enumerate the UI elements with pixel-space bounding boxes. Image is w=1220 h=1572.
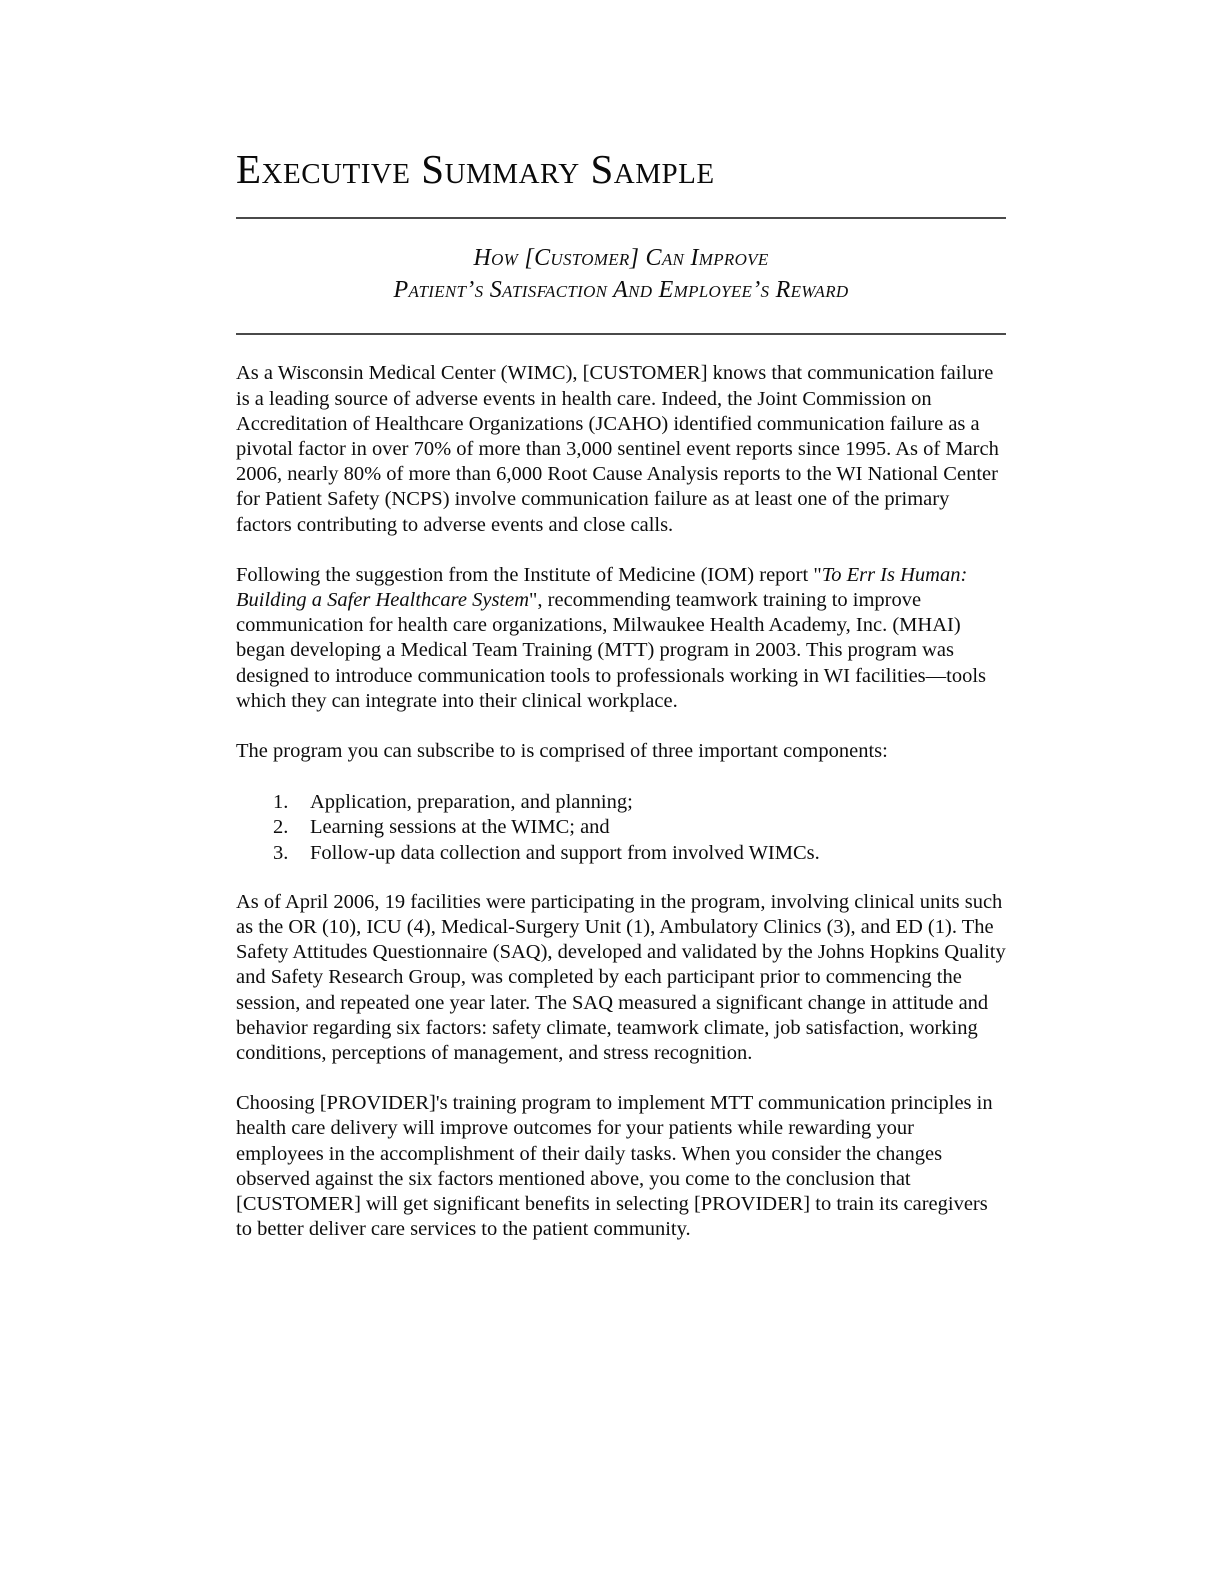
components-list [236, 789, 1006, 866]
paragraph-iom-report-tail: ", recommending teamwork training to improve communication for health care organizations, Milwaukee Health Academy, Inc. (MHAI) began developing a Medical Team Training (MTT) program in 2003. This program was designed to introduce communication tools to professionals working in WI facilities—tools which they can integrate into their clinical workplace. [236, 589, 987, 712]
list-item-marker: 1. [273, 791, 289, 814]
paragraph-iom-report [236, 563, 1006, 714]
report-title-italic: To Err Is Human: Building a Safer Healthcare System [236, 563, 968, 612]
document-content [236, 0, 1006, 1242]
subtitle-line-1: How [Customer] Can Improve [473, 245, 769, 272]
paragraph-facilities-saq: As of April 2006, 19 facilities were participating in the program, involving clinical units such as the OR (10), ICU (4), Medical-Surgery Unit (1), Ambulatory Clinics (3), and ED (1). The Safety Attitudes Questionnaire (SAQ), developed and validated by the Johns Hopkins Quality and Safety Research Group, was completed by each participant prior to commencing the session, and repeated one year later. The SAQ measured a significant change in attitude and behavior regarding six factors: safety climate, teamwork climate, job satisfaction, working conditions, perceptions of management, and stress recognition. [236, 890, 1006, 1065]
list-item [236, 841, 1006, 866]
list-item-marker: 2. [273, 816, 289, 839]
list-item-label: Follow-up data collection and support from involved WIMCs. [310, 841, 820, 864]
list-item-label: Learning sessions at the WIMC; and [310, 816, 610, 839]
list-item [236, 790, 1006, 815]
list-item-marker: 3. [273, 841, 289, 864]
document-subtitle [236, 219, 1006, 308]
paragraph-components-intro: The program you can subscribe to is comprised of three important components: [236, 740, 888, 763]
document-body [236, 335, 1006, 1242]
subtitle-line-2: Patient’s Satisfaction And Employee’s Reward [393, 276, 849, 303]
paragraph-iom-report-lead: Following the suggestion from the Institute of Medicine (IOM) report " [236, 563, 822, 586]
paragraph-introduction: As a Wisconsin Medical Center (WIMC), [CUSTOMER] knows that communication failure is a leading source of adverse events in health care. Indeed, the Joint Commission on Accreditation of Healthcare Organizations (JCAHO) identified communication failure as a pivotal factor in over 70% of more than 3,000 sentinel event reports since 1995. As of March 2006, nearly 80% of more than 6,000 Root Cause Analysis reports to the WI National Center for Patient Safety (NCPS) involve communication failure as at least one of the primary factors contributing to adverse events and close calls. [236, 362, 999, 536]
paragraph-conclusion: Choosing [PROVIDER]'s training program to implement MTT communication principles in health care delivery will improve outcomes for your patients while rewarding your employees in the accomplishment of their daily tasks. When you consider the changes observed against the six factors mentioned above, you come to the conclusion that [CUSTOMER] will get significant benefits in selecting [PROVIDER] to train its caregivers to better deliver care services to the patient community. [236, 1092, 993, 1241]
list-item-label: Application, preparation, and planning; [310, 791, 633, 814]
list-item [236, 815, 1006, 840]
page-title: Executive Summary Sample [236, 146, 715, 192]
